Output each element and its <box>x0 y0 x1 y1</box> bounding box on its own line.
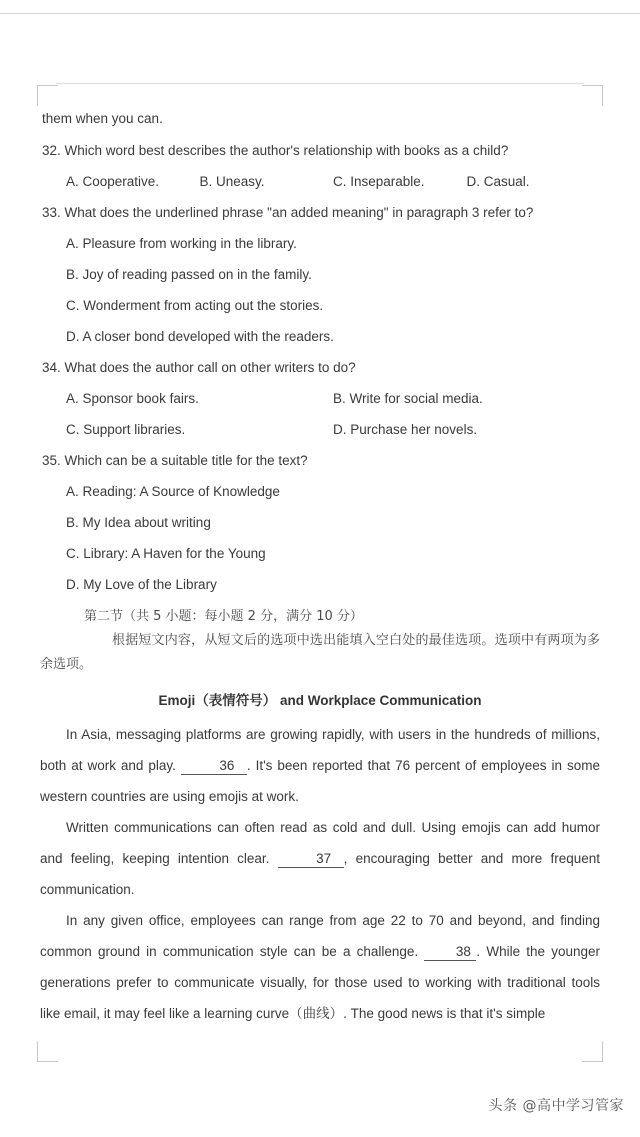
crop-mark-bottom-right <box>582 1041 603 1062</box>
passage-paragraph-2 <box>40 812 600 905</box>
question-32-text: 32. Which word best describes the author's relationship with books as a child? <box>42 143 509 158</box>
option-34-a[interactable]: A. Sponsor book fairs. <box>66 391 199 406</box>
paragraph-1-text-before: In Asia, messaging platforms are growing rapidly, with users in the hundreds of millions, both at work and play. <box>40 727 600 773</box>
section-description: 根据短文内容，从短文后的选项中选出能填入空白处的最佳选项。选项中有两项为多余选项。 <box>40 633 600 672</box>
question-35-text: 35. Which can be a suitable title for the text? <box>42 453 308 468</box>
top-rule <box>0 13 640 14</box>
option-32-a[interactable]: A. Cooperative. <box>66 174 160 189</box>
option-34-c[interactable]: C. Support libraries. <box>66 422 186 437</box>
question-33-text: 33. What does the underlined phrase "an added meaning" in paragraph 3 refer to? <box>42 205 534 220</box>
option-34-d[interactable]: D. Purchase her novels. <box>333 422 478 437</box>
blank-36[interactable]: 36 <box>181 758 247 775</box>
paragraph-3-text-after: . While the younger generations prefer to communicate visually, for those used to working with traditional tools like email, it may feel like a learning curve（曲线）. The good news is that it's simple <box>40 944 601 1021</box>
question-35-options <box>40 483 600 594</box>
option-32-b[interactable]: B. Uneasy. <box>199 174 265 189</box>
crop-mark-bottom-left <box>37 1041 58 1062</box>
passage-paragraph-3 <box>40 905 600 1029</box>
question-34-options-row2 <box>40 421 600 439</box>
paragraph-3-text-before: In any given office, employees can range from age 22 to 70 and beyond, and finding common ground in communication style can be a challenge. <box>40 913 600 959</box>
option-32-d[interactable]: D. Casual. <box>466 174 530 189</box>
option-33-d[interactable]: D. A closer bond developed with the readers. <box>66 329 334 344</box>
option-33-c[interactable]: C. Wonderment from acting out the stories. <box>66 298 324 313</box>
blank-37[interactable]: 37 <box>278 851 344 868</box>
option-33-b[interactable]: B. Joy of reading passed on in the family. <box>66 267 312 282</box>
option-35-a[interactable]: A. Reading: A Source of Knowledge <box>66 484 280 499</box>
question-33-options <box>40 235 600 346</box>
option-33-a[interactable]: A. Pleasure from working in the library. <box>66 236 297 251</box>
paragraph-2-text-after: , encouraging better and more frequent communication. <box>40 851 600 897</box>
sheet-top-edge <box>56 83 584 84</box>
question-32-options <box>40 173 600 191</box>
option-35-c[interactable]: C. Library: A Haven for the Young <box>66 546 266 561</box>
question-34-text: 34. What does the author call on other writers to do? <box>42 360 356 375</box>
blank-38[interactable]: 38 <box>424 944 476 961</box>
passage-title: Emoji（表情符号） and Workplace Communication <box>158 693 482 708</box>
section-heading: 第二节（共 5 小题：每小题 2 分，满分 10 分） <box>84 609 363 624</box>
paragraph-2-text-before: Written communications can often read as cold and dull. Using emojis can add humor and feeling, keeping intention clear. <box>40 820 600 866</box>
passage-paragraph-1 <box>40 719 600 812</box>
page-content <box>40 110 600 1029</box>
continued-sentence: them when you can. <box>42 111 163 126</box>
option-35-b[interactable]: B. My Idea about writing <box>66 515 211 530</box>
crop-mark-top-left <box>37 85 58 106</box>
document-page <box>38 86 602 1061</box>
crop-mark-top-right <box>582 85 603 106</box>
watermark-text: 头条 @高中学习管家 <box>488 1098 624 1114</box>
question-34-options-row1 <box>40 390 600 408</box>
option-32-c[interactable]: C. Inseparable. <box>333 174 425 189</box>
option-34-b[interactable]: B. Write for social media. <box>333 391 483 406</box>
option-35-d[interactable]: D. My Love of the Library <box>66 577 217 592</box>
paragraph-1-text-after: . It's been reported that 76 percent of employees in some western countries are using emojis at work. <box>40 758 600 804</box>
